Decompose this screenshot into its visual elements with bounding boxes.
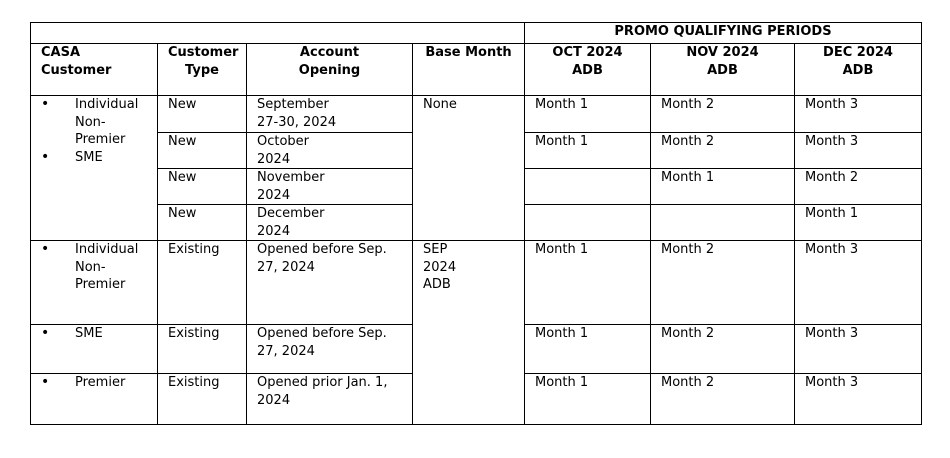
col-header-line: Account — [299, 45, 360, 60]
opening-line: Opened prior Jan. 1, — [257, 375, 388, 390]
promo-periods-header: PROMO QUALIFYING PERIODS — [525, 23, 922, 44]
col-header-line: Customer — [168, 45, 239, 60]
oct-cell — [525, 205, 651, 241]
opening-line: 2024 — [257, 392, 291, 408]
casa-cell — [31, 325, 158, 374]
opening-line: 27, 2024 — [257, 259, 315, 275]
customer-type-cell: New — [158, 96, 247, 133]
base-month-cell: None — [413, 96, 525, 241]
customer-type-cell: Existing — [158, 241, 247, 325]
dec-cell: Month 3 — [795, 325, 922, 374]
account-opening-cell — [247, 205, 413, 241]
oct-cell: Month 1 — [525, 374, 651, 425]
col-header-casa: CASA Customer — [31, 44, 158, 96]
opening-line: 2024 — [257, 151, 291, 167]
dec-cell: Month 3 — [795, 133, 922, 169]
casa-bullet-item: • Individual Non-Premier — [41, 96, 147, 149]
col-header-account-opening — [247, 44, 413, 96]
customer-type-cell: New — [158, 133, 247, 169]
nov-cell: Month 2 — [651, 325, 795, 374]
oct-cell: Month 1 — [525, 96, 651, 133]
dec-cell: Month 3 — [795, 374, 922, 425]
col-header-oct — [525, 44, 651, 96]
col-header-dec — [795, 44, 922, 96]
col-header-line: Opening — [298, 62, 361, 78]
opening-line: 2024 — [257, 223, 291, 239]
promo-qualifying-table — [30, 22, 922, 425]
opening-line: 27-30, 2024 — [257, 114, 337, 130]
opening-line: 2024 — [257, 187, 291, 203]
nov-cell: Month 1 — [651, 169, 795, 205]
oct-cell — [525, 169, 651, 205]
col-header-base-month: Base Month — [413, 44, 525, 96]
opening-line: 27, 2024 — [257, 343, 315, 359]
base-month-line: ADB — [423, 277, 451, 292]
casa-bullet-list — [41, 96, 147, 166]
opening-line: November — [257, 170, 325, 185]
nov-cell: Month 2 — [651, 133, 795, 169]
casa-cell — [31, 374, 158, 425]
opening-line: September — [257, 97, 329, 112]
opening-line: October — [257, 134, 310, 149]
oct-cell: Month 1 — [525, 241, 651, 325]
account-opening-cell — [247, 241, 413, 325]
casa-bullet-item: • SME — [41, 325, 147, 343]
base-month-line: SEP — [423, 242, 448, 257]
header-row-columns — [31, 44, 922, 96]
casa-bullet-item: • SME — [41, 149, 147, 167]
col-header-line: ADB — [707, 62, 738, 78]
account-opening-cell — [247, 96, 413, 133]
col-header-line: OCT 2024 — [552, 45, 623, 60]
account-opening-cell — [247, 374, 413, 425]
header-row-periods — [31, 23, 922, 44]
table-row — [31, 241, 922, 325]
casa-bullet-list — [41, 241, 147, 294]
casa-cell-new-group — [31, 96, 158, 241]
nov-cell: Month 2 — [651, 96, 795, 133]
base-month-line: 2024 — [423, 259, 457, 275]
customer-type-cell: New — [158, 169, 247, 205]
account-opening-cell — [247, 133, 413, 169]
dec-cell: Month 3 — [795, 96, 922, 133]
col-header-line: NOV 2024 — [686, 45, 759, 60]
account-opening-cell — [247, 325, 413, 374]
casa-bullet-list — [41, 374, 147, 392]
base-month-cell-existing — [413, 241, 525, 425]
col-header-line: ADB — [842, 62, 874, 78]
casa-bullet-item: • Individual Non-Premier — [41, 241, 147, 294]
header-blank-cell — [31, 23, 525, 44]
opening-line: Opened before Sep. — [257, 242, 387, 257]
customer-type-cell: Existing — [158, 374, 247, 425]
col-header-line: Type — [185, 62, 219, 78]
customer-type-cell: New — [158, 205, 247, 241]
customer-type-cell: Existing — [158, 325, 247, 374]
oct-cell: Month 1 — [525, 325, 651, 374]
casa-cell — [31, 241, 158, 325]
opening-line: December — [257, 206, 325, 221]
casa-bullet-list — [41, 325, 147, 343]
opening-line: Opened before Sep. — [257, 326, 387, 341]
account-opening-cell — [247, 169, 413, 205]
dec-cell: Month 3 — [795, 241, 922, 325]
col-header-nov — [651, 44, 795, 96]
col-header-line: DEC 2024 — [823, 45, 893, 60]
col-header-customer-type — [158, 44, 247, 96]
casa-bullet-item: • Premier — [41, 374, 147, 392]
nov-cell: Month 2 — [651, 241, 795, 325]
table-row — [31, 96, 922, 133]
nov-cell: Month 2 — [651, 374, 795, 425]
col-header-line: ADB — [572, 62, 603, 78]
nov-cell — [651, 205, 795, 241]
oct-cell: Month 1 — [525, 133, 651, 169]
dec-cell: Month 2 — [795, 169, 922, 205]
dec-cell: Month 1 — [795, 205, 922, 241]
